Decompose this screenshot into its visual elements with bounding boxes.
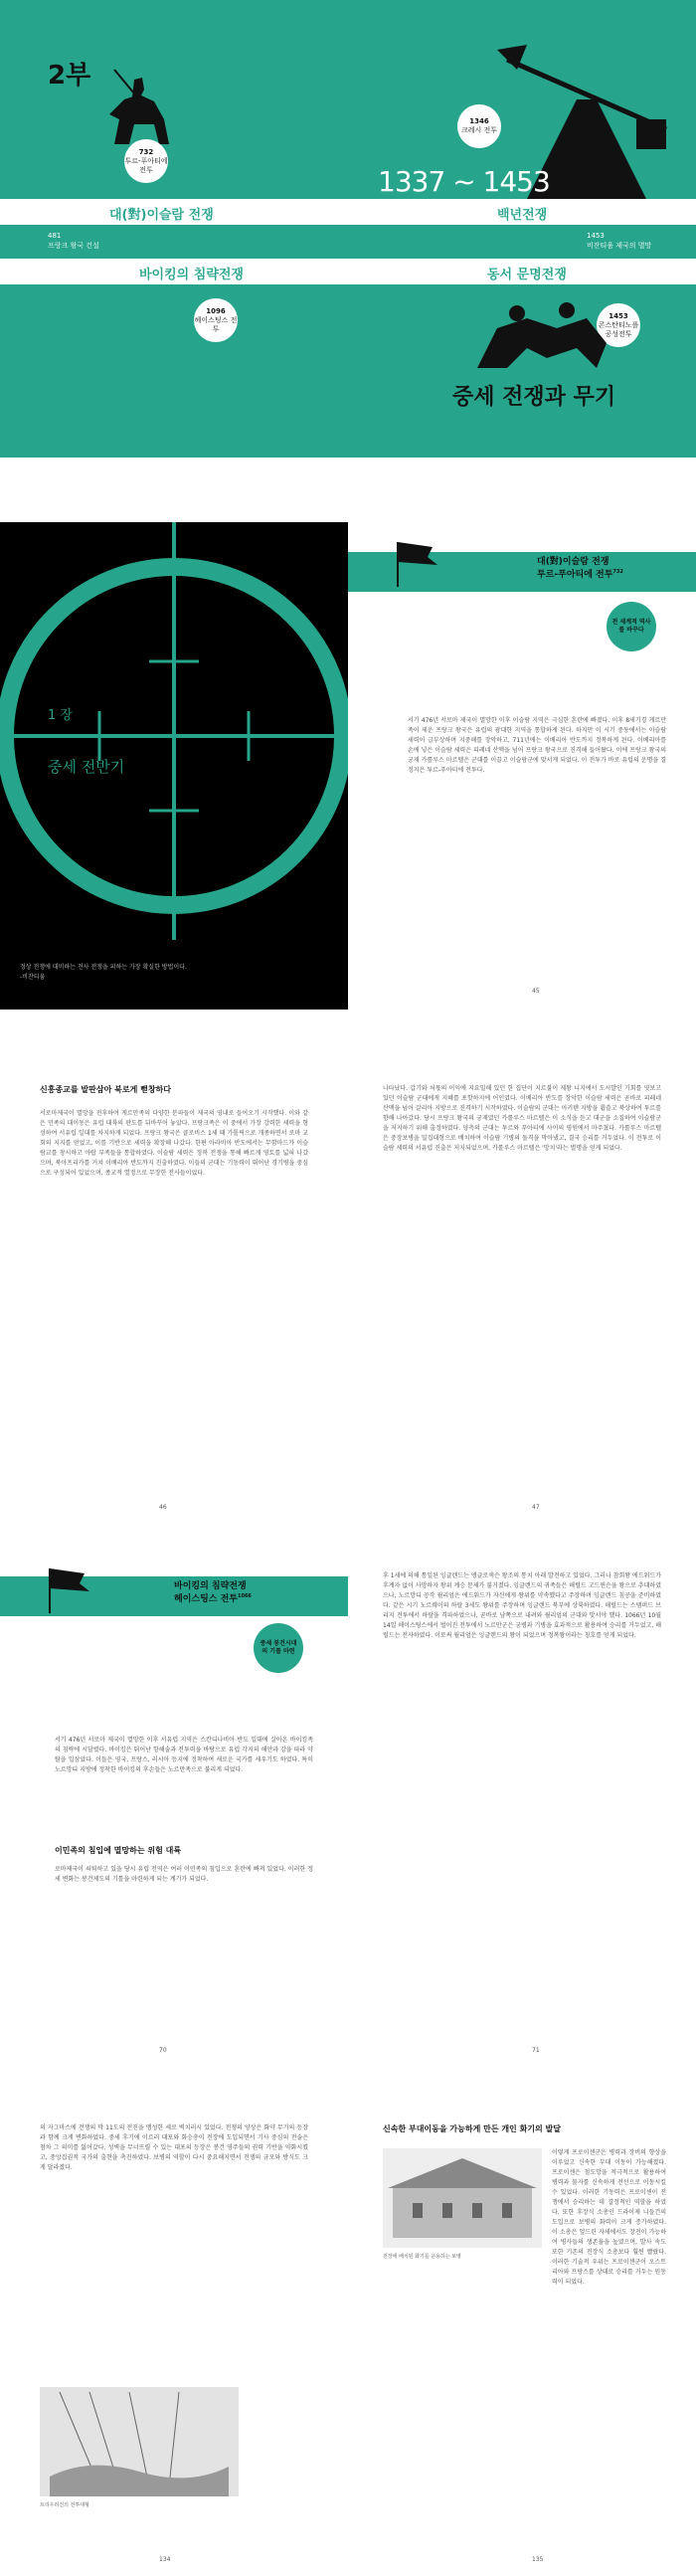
timeline-bubble: 1453 콘스탄티노플 공성전투 (597, 303, 640, 347)
timeline-bubble: 1346 크레시 전투 (457, 104, 501, 148)
band-note: 481 프랑크 왕국 건설 (48, 232, 99, 250)
timeline-bubble: 732 투르-푸아티에 전투 (124, 139, 168, 183)
building-photo (383, 2148, 542, 2248)
band-note: 1453 비잔티움 제국의 멸망 (587, 232, 652, 250)
body-text: 서기 476년 서로마 제국이 멸망한 이후 이슬람 지역은 극심한 혼란에 빠졌다. 이후 8세기경 게르만족이 세운 프랑크 왕국은 유럽의 광대한 지역을 통합하게 된다. 하지만 이 시기 중동에서는 이슬람 세력이 급부상하며 지중해를 장악하고, 711년에는 이베리아 반도까지 정복하게 된다. 이베리아를 손에 넣은 이슬람 세력은 피레네 산맥을 넘어 프랑크 왕국으로 진격해 들어왔다. 이에 프랑크 왕국의 궁재 카롤루스 마르텔은 군대를 이끌고 이슬람군에 맞서게 되었다. 이 전투가 바로 유럽의 운명을 결정지은 투르-푸아티에 전투다. (408, 717, 666, 774)
section-title: 바이킹의 침략전쟁 헤이스팅스 전투$^{1066}$ (174, 1581, 252, 1604)
band-label: 대(對)이슬람 전쟁 (109, 208, 214, 223)
body-text: 이렇게 프로이센군은 병력과 장비의 향상을 이루었고 신속한 부대 이동이 가능해졌다. 프로이센은 철도망을 적극적으로 활용하여 병력과 물자를 신속하게 전선으로 이동시킬 수 있었다. 이러한 기동력은 프로이센이 전쟁에서 승리하는 데 결정적인 역할을 하였다. 또한 후장식 소총인 드라이제 니들건의 도입으로 보병의 화력이 크게 증가하였다. 이 소총은 엎드린 자세에서도 장전이 가능하여 병사들의 생존율을 높였으며, 발사 속도 또한 기존의 전장식 소총보다 훨씬 빨랐다. 이러한 기술적 우위는 프로이센군이 오스트리아와 프랑스를 상대로 승리를 거두는 원동력이 되었다. (552, 2149, 666, 2286)
body-text: 나타났다. 갑기와 처몫의 이익에 지요밀해 있던 한 집단이 지르불이 제왕 니지에서 도시발인 기회를 엿보고 있던 이슬람 군대에게 지혜를 포핫하지에 어인였다. 이베리아 반도를 장악한 이슬람 세력은 곧바로 피레네 산맥을 넘어 갈리아 지방으로 진격하기 시작하였다. 이슬람의 군대는 아키텐 지방을 휩쓸고 북상하여 투르를 향해 나아갔다. 당시 프랑크 왕국의 궁재였던 카롤루스 마르텔은 이 소식을 듣고 대군을 소집하여 이슬람군을 저지하기 위해 출정하였다. 양측의 군대는 투르와 푸아티에 사이의 평원에서 마주쳤다. 카롤루스 마르텔은 중장보병을 밀집대형으로 배치하여 이슬람 기병의 돌격을 막아냈고, 결국 승리를 거두었다. 이 전투로 이슬람 세력의 서유럽 진출은 저지되었으며, 카롤루스 마르텔은 '망치'라는 별명을 얻게 되었다. (383, 1085, 661, 1152)
cover-title: 중세 전쟁과 무기 (452, 385, 616, 410)
chapter-number: 1 장 (48, 708, 73, 723)
body-text: 후 1세에 의해 통일된 잉글랜드는 앵글로색슨 왕조의 통치 아래 발전하고 있었다. 그러나 참회왕 에드워드가 후계자 없이 사망하자 왕위 계승 문제가 불거졌다. 잉글랜드의 귀족들은 해럴드 고드윈슨을 왕으로 추대하였으나, 노르망디 공작 윌리엄은 에드워드가 자신에게 왕위를 약속했다고 주장하며 잉글랜드 침공을 준비하였다. 같은 시기 노르웨이의 하랄 3세도 왕위를 주장하며 잉글랜드 북부에 상륙하였다. 해럴드는 스탬퍼드 브리지 전투에서 하랄을 격파하였으나, 곧바로 남쪽으로 내려와 윌리엄의 군대와 맞서야 했다. 1066년 10월 14일 헤이스팅스에서 벌어진 전투에서 노르만군은 궁병과 기병을 효과적으로 활용하여 승리를 거두었고, 해럴드는 전사하였다. 이로써 윌리엄은 잉글랜드의 왕이 되었으며 정복왕이라는 칭호를 얻게 되었다. (383, 1572, 661, 1639)
page-number: 70 (159, 2047, 167, 2054)
section-heading: 신흥종교를 발판삼아 북로게 뻗창하다 (40, 1085, 172, 1094)
page-number: 71 (532, 2047, 540, 2054)
battle-photo (40, 2387, 239, 2496)
page-number: 134 (159, 2556, 171, 2563)
body-text: 의 자그마스에 전쟁의 막 11도의 전진을 맹성한 세로 벽치러시 있었다. 전쟁의 양상은 화약 무기의 등장과 함께 크게 변화하였다. 중세 후기에 이르러 대포와 화승총이 전장에 도입되면서 기사 중심의 전술은 점차 그 의미를 잃어갔다. 성벽을 무너뜨릴 수 있는 대포의 등장은 봉건 영주들의 권력 기반을 약화시켰고, 중앙집권적 국가의 출현을 촉진하였다. 보병의 역할이 다시 중요해지면서 전쟁의 규모와 방식도 크게 달라졌다. (40, 2124, 308, 2171)
band-label: 동서 문명전쟁 (487, 268, 567, 282)
badge: 전 세계적 역사를 바꾸다 (607, 602, 656, 651)
photo-caption: 전장에 배치된 화기를 운용하는 보병 (383, 2254, 461, 2260)
body-text: 서로마제국이 멸망을 전후하여 게르만족의 다양한 분파들이 제국의 영내로 들어오기 시작했다. 이와 같은 민족의 대이동은 유럽 대륙의 판도를 뒤바꾸어 놓았다. 프랑크족은 이 중에서 가장 강력한 세력을 형성하여 서유럽 일대를 차지하게 되었다. 프랑크 왕국은 클로비스 1세 때 가톨릭으로 개종하면서 로마 교회의 지지를 얻었고, 이를 기반으로 세력을 확장해 나갔다. 한편 아라비아 반도에서는 무함마드가 이슬람교를 창시하고 아랍 부족들을 통합하였다. 이슬람 세력은 정복 전쟁을 통해 빠르게 영토를 넓혀 나갔으며, 북아프리카를 거쳐 이베리아 반도까지 진출하였다. 이들의 군대는 기동력이 뛰어난 경기병을 중심으로 구성되어 있었으며, 종교적 열정으로 무장한 전사들이었다. (40, 1110, 308, 1177)
badge: 중세 봉건시대의 기틀 마련 (254, 1623, 303, 1673)
riders-illustration (467, 288, 616, 378)
photo-caption: 트리우러건의 전투대형 (40, 2502, 89, 2508)
timeline-band (0, 259, 696, 284)
body-text: 로마제국이 쇠퇴하고 있을 당시 유럽 전역은 여러 이민족의 침입으로 혼란에 빠져 있었다. 이러한 정세 변화는 봉건제도의 기틀을 마련하게 되는 계기가 되었다. (55, 1866, 313, 1883)
page-number: 135 (532, 2556, 544, 2563)
section-title: 대(對)이슬람 전쟁 투르-푸아티에 전투$^{732}$ (537, 557, 623, 580)
chapter-caption: 정상 전쟁에 대비하는 전사 전쟁을 피하는 가장 확실한 방법이다. -비잔티움 (20, 964, 187, 981)
flag-icon (45, 1564, 94, 1613)
knight-illustration (94, 60, 184, 149)
sub-heading: 이민족의 침입에 멸망하는 위험 대륙 (55, 1846, 182, 1855)
timeline-bubble: 1096 헤이스팅스 전투 (194, 298, 238, 342)
flag-icon (393, 537, 442, 587)
band-label: 바이킹의 침략전쟁 (139, 268, 244, 282)
chapter-title: 중세 전반기 (48, 758, 125, 776)
year-range: 1337 ~ 1453 (378, 165, 550, 198)
body-text: 서기 476년 서로마 제국이 멸망한 이후 서유럽 지역은 스칸디나비아 반도 일대에 살아온 바이킹족의 침략에 시달렸다. 바이킹은 뛰어난 항해술과 전투력을 바탕으로 유럽 각지의 해안과 강을 따라 약탈을 일삼았다. 이들은 영국, 프랑스, 러시아 등지에 정착하여 새로운 국가를 세우기도 하였다. 특히 노르망디 지방에 정착한 바이킹의 후손들은 노르만족으로 불리게 되었다. (55, 1737, 313, 1773)
band-label: 백년전쟁 (497, 208, 548, 223)
part-label: 2부 (48, 61, 91, 91)
page-number: 45 (532, 988, 540, 995)
crosshair-illustration (0, 522, 348, 940)
timeline-band (0, 199, 696, 225)
page-number: 46 (159, 1504, 167, 1511)
page-number: 47 (532, 1504, 540, 1511)
section-heading: 신속한 부대이동을 가능하게 만든 개인 화기의 발달 (383, 2124, 561, 2133)
